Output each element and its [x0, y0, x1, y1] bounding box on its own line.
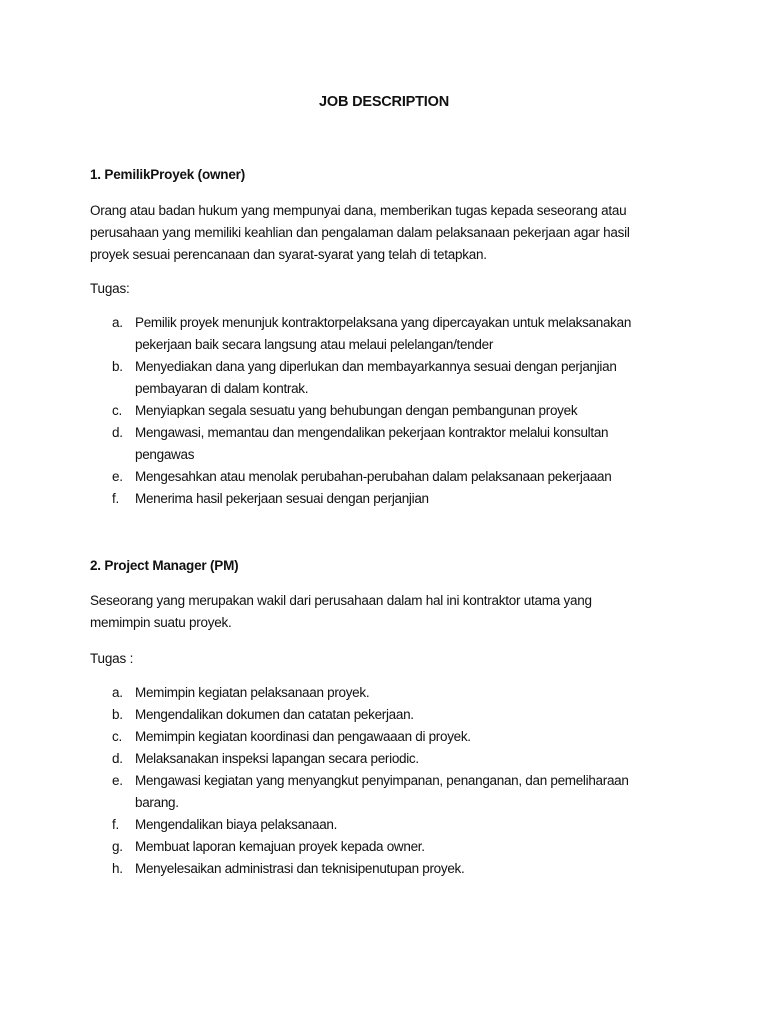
list-marker: g. [112, 839, 123, 854]
list-item [112, 748, 682, 770]
description-line: memimpin suatu proyek. [90, 615, 232, 630]
list-marker: b. [112, 359, 123, 374]
task-list-owner [112, 312, 682, 510]
list-item [112, 858, 682, 880]
list-item-text: Mengendalikan biaya pelaksanaan. [135, 817, 338, 832]
list-item [112, 770, 682, 814]
list-item-text: Mengawasi, memantau dan mengendalikan pekerjaan kontraktor melalui konsultan [135, 425, 609, 440]
list-marker: e. [112, 773, 123, 788]
list-item [112, 400, 682, 422]
description-line: proyek sesuai perencanaan dan syarat-syarat yang telah di tetapkan. [90, 247, 487, 262]
description-line: Orang atau badan hukum yang mempunyai dana, memberikan tugas kepada seseorang atau [90, 203, 627, 218]
list-item [112, 726, 682, 748]
list-marker: c. [112, 403, 122, 418]
list-item-text: Menyelesaikan administrasi dan teknisipenutupan proyek. [135, 861, 465, 876]
list-marker: d. [112, 425, 123, 440]
list-item [112, 356, 682, 400]
task-list-project-manager [112, 682, 682, 880]
list-marker: b. [112, 707, 123, 722]
description-line: Seseorang yang merupakan wakil dari perusahaan dalam hal ini kontraktor utama yang [90, 593, 592, 608]
list-item [112, 682, 682, 704]
list-marker: d. [112, 751, 123, 766]
list-marker: c. [112, 729, 122, 744]
list-item [112, 836, 682, 858]
section-description-owner [90, 200, 680, 266]
tasks-label-project-manager: Tugas : [90, 651, 134, 666]
section-heading-owner: 1. PemilikProyek (owner) [90, 167, 246, 182]
list-item [112, 814, 682, 836]
list-item-text: Melaksanakan inspeksi lapangan secara periodic. [135, 751, 419, 766]
list-item-text: Membuat laporan kemajuan proyek kepada owner. [135, 839, 425, 854]
list-marker: f. [112, 817, 119, 832]
list-item-text: Menerima hasil pekerjaan sesuai dengan perjanjian [135, 491, 429, 506]
section-description-project-manager [90, 590, 680, 634]
list-item-text: Mengesahkan atau menolak perubahan-perubahan dalam pelaksanaan pekerjaaan [135, 469, 612, 484]
list-item [112, 312, 682, 356]
list-item [112, 422, 682, 466]
tasks-label-owner: Tugas: [90, 281, 130, 296]
list-marker: a. [112, 685, 123, 700]
list-item-text: Pemilik proyek menunjuk kontraktorpelaksana yang dipercayakan untuk melaksanakan [135, 315, 632, 330]
list-item-text: pekerjaan baik secara langsung atau melaui pelelangan/tender [135, 337, 494, 352]
list-item-text: barang. [135, 795, 179, 810]
list-marker: h. [112, 861, 123, 876]
list-item-text: Memimpin kegiatan koordinasi dan pengawaaan di proyek. [135, 729, 471, 744]
list-item-text: Mengendalikan dokumen dan catatan pekerjaan. [135, 707, 414, 722]
list-item-text: pembayaran di dalam kontrak. [135, 381, 309, 396]
section-heading-project-manager: 2. Project Manager (PM) [90, 558, 239, 573]
document-title: JOB DESCRIPTION [319, 94, 449, 110]
list-item-text: Menyediakan dana yang diperlukan dan membayarkannya sesuai dengan perjanjian [135, 359, 617, 374]
list-item-text: Menyiapkan segala sesuatu yang behubungan dengan pembangunan proyek [135, 403, 578, 418]
list-item [112, 704, 682, 726]
list-marker: f. [112, 491, 119, 506]
list-item [112, 466, 682, 488]
list-item [112, 488, 682, 510]
list-item-text: Memimpin kegiatan pelaksanaan proyek. [135, 685, 370, 700]
description-line: perusahaan yang memiliki keahlian dan pengalaman dalam pelaksanaan pekerjaan agar hasil [90, 225, 630, 240]
list-item-text: Mengawasi kegiatan yang menyangkut penyimpanan, penanganan, dan pemeliharaan [135, 773, 629, 788]
list-marker: a. [112, 315, 123, 330]
list-item-text: pengawas [135, 447, 195, 462]
list-marker: e. [112, 469, 123, 484]
